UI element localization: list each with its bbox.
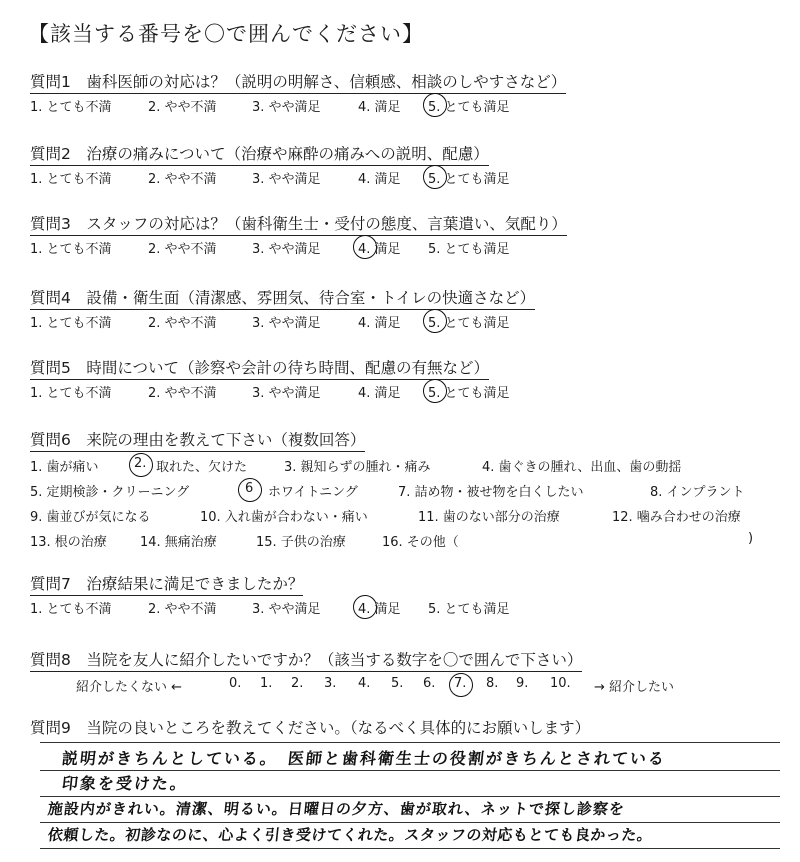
question-9-title: 質問9 当院の良いところを教えてください。（なるべく具体的にお願いします） (30, 719, 591, 737)
answer-rule (40, 796, 780, 797)
option-3[interactable]: 3. やや満足 (252, 316, 321, 331)
option-1[interactable]: 1. とても不満 (30, 100, 112, 115)
option-1[interactable]: 1. とても不満 (30, 172, 112, 187)
scale-1[interactable]: 1. (260, 676, 273, 691)
option-4[interactable]: 4. 満足 (358, 100, 401, 115)
scale-5[interactable]: 5. (391, 676, 404, 691)
reason-13[interactable]: 13. 根の治療 (30, 535, 107, 550)
option-4[interactable]: 4. 満足 (358, 602, 401, 617)
reason-15[interactable]: 15. 子供の治療 (256, 535, 346, 550)
scale-6[interactable]: 6. (423, 676, 436, 691)
question-2-options (30, 168, 790, 190)
scale-0[interactable]: 0. (229, 676, 242, 691)
page-header: 【該当する番号を〇で囲んでください】 (28, 22, 424, 46)
question-1-title: 質問1 歯科医師の対応は？（説明の明解さ、信頼感、相談のしやすさなど） (30, 70, 566, 94)
option-3[interactable]: 3. やや満足 (252, 172, 321, 187)
option-5[interactable]: 5. とても満足 (428, 172, 510, 187)
reason-2-number[interactable]: 2. (134, 456, 147, 471)
question-1-options (30, 96, 790, 118)
reason-4[interactable]: 4. 歯ぐきの腫れ、出血、歯の動揺 (482, 460, 682, 475)
question-6-options (30, 456, 790, 556)
option-3[interactable]: 3. やや満足 (252, 100, 321, 115)
option-2[interactable]: 2. やや不満 (148, 602, 217, 617)
answer-rule (40, 822, 780, 823)
option-5[interactable]: 5. とても満足 (428, 386, 510, 401)
option-2[interactable]: 2. やや不満 (148, 242, 217, 257)
scale-8[interactable]: 8. (486, 676, 499, 691)
reason-16-close-paren: ) (748, 531, 754, 546)
answer-rule (40, 742, 780, 743)
question-7-options (30, 598, 790, 620)
scale-right-label: → 紹介したい (594, 680, 675, 695)
selected-circle-mark (127, 451, 154, 478)
option-2[interactable]: 2. やや不満 (148, 386, 217, 401)
reason-3[interactable]: 3. 親知らずの腫れ・痛み (284, 460, 431, 475)
reason-11[interactable]: 11. 歯のない部分の治療 (418, 510, 560, 525)
reason-14[interactable]: 14. 無痛治療 (140, 535, 217, 550)
option-5[interactable]: 5. とても満足 (428, 602, 510, 617)
reason-5[interactable]: 5. 定期検診・クリーニング (30, 485, 190, 500)
scale-4[interactable]: 4. (358, 676, 371, 691)
option-2[interactable]: 2. やや不満 (148, 316, 217, 331)
question-3-title: 質問3 スタッフの対応は？（歯科衛生士・受付の態度、言葉遣い、気配り） (30, 212, 567, 236)
scale-7[interactable]: 7. (454, 676, 467, 691)
option-1[interactable]: 1. とても不満 (30, 242, 112, 257)
scale-left-label: 紹介したくない ← (76, 680, 183, 695)
option-4[interactable]: 4. 満足 (358, 316, 401, 331)
option-4[interactable]: 4. 満足 (358, 386, 401, 401)
question-2-title: 質問2 治療の痛みについて（治療や麻酔の痛みへの説明、配慮） (30, 142, 489, 166)
question-6-title: 質問6 来院の理由を教えて下さい（複数回答） (30, 428, 365, 452)
option-2[interactable]: 2. やや不満 (148, 100, 217, 115)
option-3[interactable]: 3. やや満足 (252, 242, 321, 257)
option-5[interactable]: 5. とても満足 (428, 242, 510, 257)
option-1[interactable]: 1. とても不満 (30, 316, 112, 331)
question-4-options (30, 312, 790, 334)
selected-circle-mark (447, 671, 474, 698)
question-4-title: 質問4 設備・衛生面（清潔感、雰囲気、待合室・トイレの快適さなど） (30, 286, 535, 310)
option-2[interactable]: 2. やや不満 (148, 172, 217, 187)
reason-7[interactable]: 7. 詰め物・被せ物を白くしたい (398, 485, 584, 500)
reason-9[interactable]: 9. 歯並びが気になる (30, 510, 151, 525)
scale-3[interactable]: 3. (324, 676, 337, 691)
option-1[interactable]: 1. とても不満 (30, 602, 112, 617)
question-5-options (30, 382, 790, 404)
option-1[interactable]: 1. とても不満 (30, 386, 112, 401)
reason-8[interactable]: 8. インプラント (650, 485, 745, 500)
reason-1[interactable]: 1. 歯が痛い (30, 460, 99, 475)
reason-10[interactable]: 10. 入れ歯が合わない・痛い (200, 510, 368, 525)
question-5-title: 質問5 時間について（診察や会計の待ち時間、配慮の有無など） (30, 356, 489, 380)
scale-2[interactable]: 2. (291, 676, 304, 691)
question-8-title: 質問8 当院を友人に紹介したいですか？（該当する数字を〇で囲んで下さい） (30, 648, 582, 672)
question-3-options (30, 238, 790, 260)
handwritten-answer-line: 施設内がきれい。清潔、明るい。日曜日の夕方、歯が取れ、ネットで探し診察を (47, 800, 626, 818)
option-5[interactable]: 5. とても満足 (428, 316, 510, 331)
handwritten-answer-line: 印象を受けた。 (60, 774, 189, 793)
reason-6-label[interactable]: ホワイトニング (268, 485, 358, 500)
question-8-scale (76, 676, 776, 698)
reason-2-label[interactable]: 取れた、欠けた (156, 460, 248, 475)
answer-rule (40, 848, 780, 849)
handwritten-answer-line: 依頼した。初診なのに、心よく引き受けてくれた。スタッフの対応もとても良かった。 (47, 826, 654, 844)
option-4[interactable]: 4. 満足 (358, 172, 401, 187)
option-4[interactable]: 4. 満足 (358, 242, 401, 257)
scale-10[interactable]: 10. (550, 676, 571, 691)
option-5[interactable]: 5. とても満足 (428, 100, 510, 115)
selected-circle-mark (236, 476, 263, 503)
reason-12[interactable]: 12. 噛み合わせの治療 (612, 510, 741, 525)
handwritten-answer-line: 説明がきちんとしている。 医師と歯科衛生士の役割がきちんとされている (60, 749, 667, 768)
option-3[interactable]: 3. やや満足 (252, 602, 321, 617)
scale-9[interactable]: 9. (516, 676, 529, 691)
reason-16[interactable]: 16. その他（ (382, 535, 459, 550)
option-3[interactable]: 3. やや満足 (252, 386, 321, 401)
reason-6-number[interactable]: 6 (245, 481, 254, 496)
question-7-title: 質問7 治療結果に満足できましたか？ (30, 572, 303, 596)
